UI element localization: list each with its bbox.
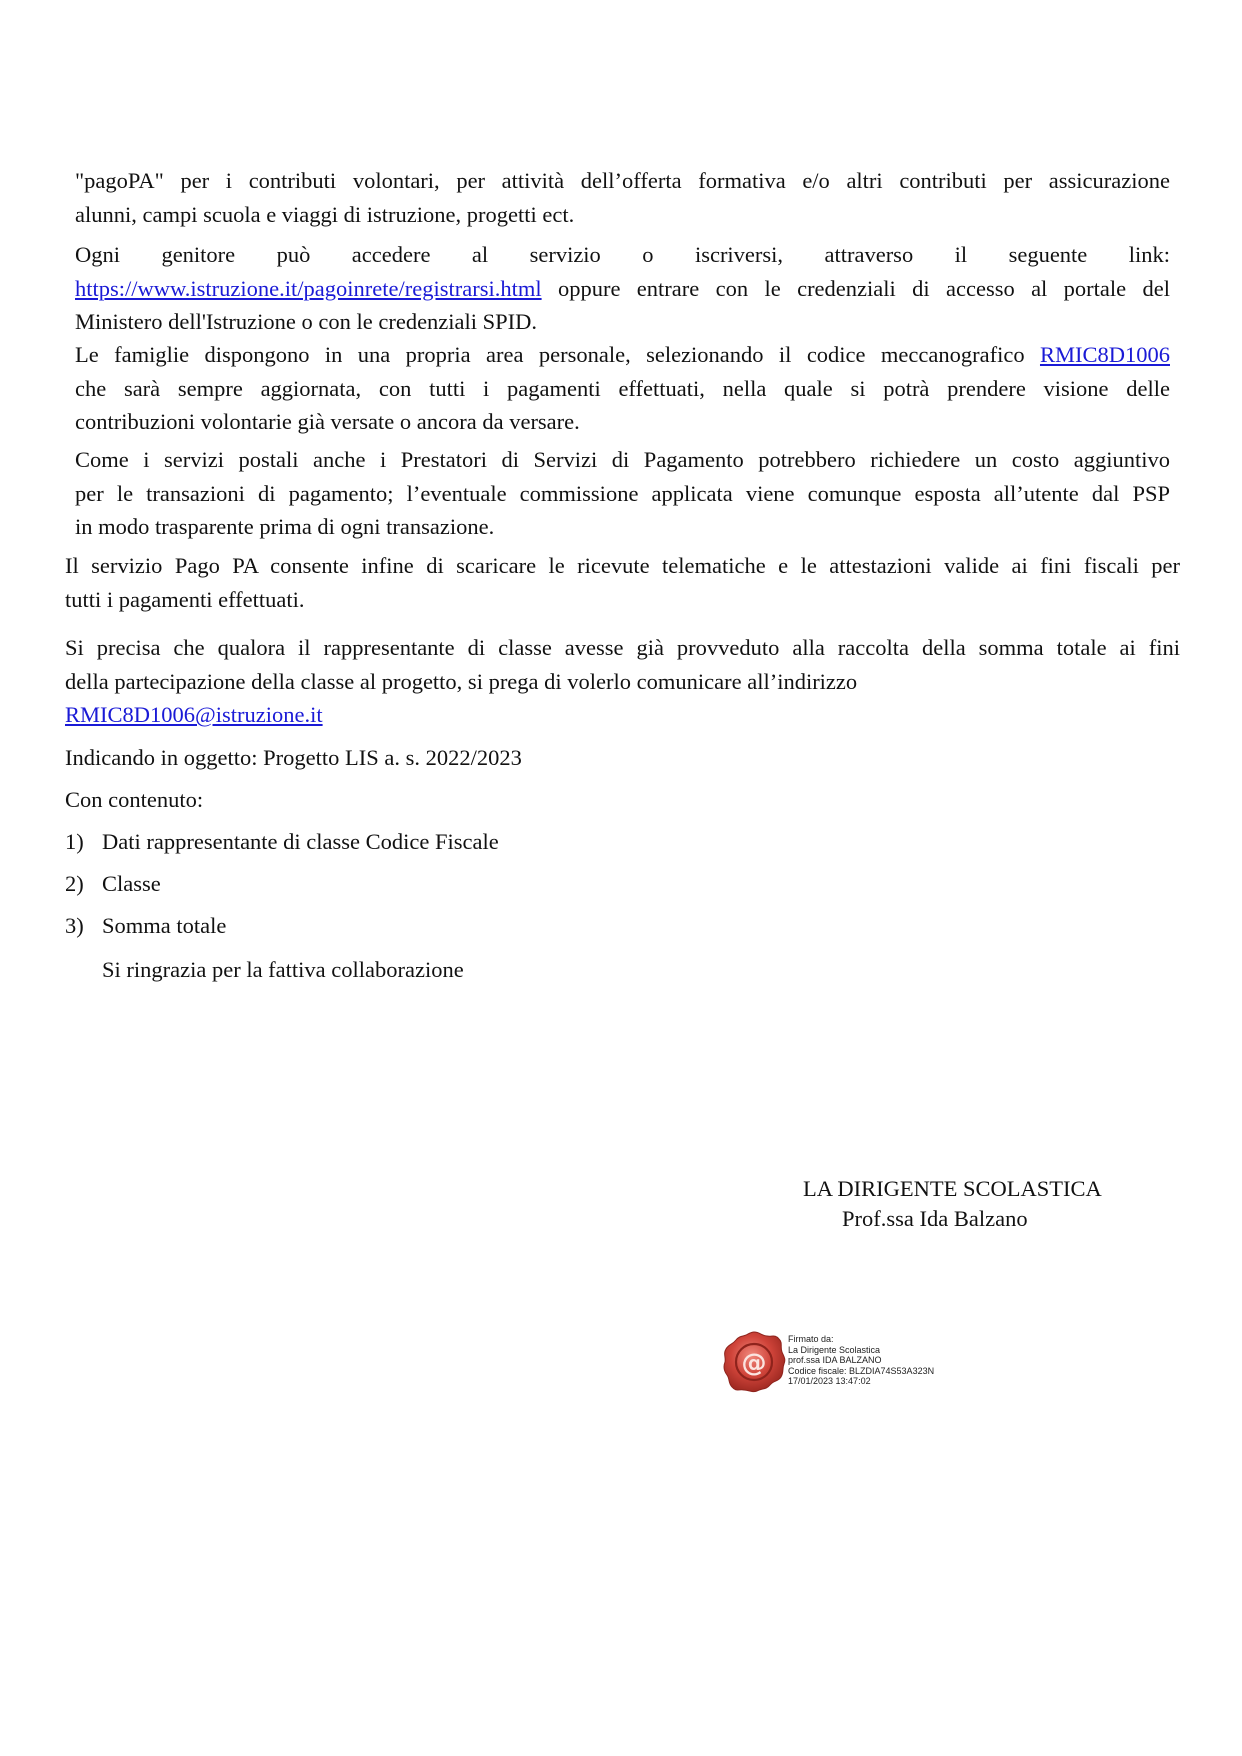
school-code-link[interactable]: RMIC8D1006 xyxy=(1039,342,1170,367)
text-fragment: oppure entrare con le credenziali di accesso al portale del xyxy=(541,275,1170,301)
text-line: per le transazioni di pagamento; l’eventuale commissione applicata viene comunque esposta all’utente dal PSP xyxy=(75,480,1170,506)
seal-caption-line: La Dirigente Scolastica xyxy=(788,1344,881,1355)
content-heading: Con contenuto: xyxy=(65,787,204,812)
list-number: 1) xyxy=(65,829,84,854)
subject-line: Indicando in oggetto: Progetto LIS a. s. 2022/2023 xyxy=(65,745,522,770)
text-line: Come i servizi postali anche i Prestatori di Servizi di Pagamento potrebbero richiedere un costo aggiuntivo xyxy=(75,447,1170,472)
list-text: Dati rappresentante di classe Codice Fiscale xyxy=(102,829,499,854)
text-line: Ministero dell'Istruzione o con le credenziali SPID. xyxy=(75,309,538,334)
seal-caption xyxy=(788,1334,934,1387)
list-text: Somma totale xyxy=(102,913,227,938)
paragraph-access-service xyxy=(75,238,1170,339)
list-item xyxy=(65,909,499,951)
school-email-link[interactable]: RMIC8D1006@istruzione.it xyxy=(65,702,323,727)
text-line: Si precisa che qualora il rappresentante di classe avesse già provveduto alla raccolta della somma totale ai fini xyxy=(65,635,1180,660)
signer-title: LA DIRIGENTE SCOLASTICA xyxy=(803,1176,1102,1201)
text-line: contribuzioni volontarie già versate o ancora da versare. xyxy=(75,409,580,434)
signer-name: Prof.ssa Ida Balzano xyxy=(842,1206,1028,1231)
seal-caption-line: prof.ssa IDA BALZANO xyxy=(788,1355,882,1366)
text-line xyxy=(75,272,1170,306)
paragraph-pagopa-intro xyxy=(75,164,1170,231)
paragraph-psp-fees xyxy=(75,443,1170,544)
thanks-line: Si ringrazia per la fattiva collaborazione xyxy=(102,957,464,982)
text-line xyxy=(65,698,1180,732)
paragraph-class-representative xyxy=(65,631,1180,732)
text-line: della partecipazione della classe al progetto, si prega di volerlo comunicare all’indirizzo xyxy=(65,668,858,694)
list-number: 3) xyxy=(65,913,84,938)
text-line: in modo trasparente prima di ogni transazione. xyxy=(75,514,495,539)
paragraph-families-area xyxy=(75,338,1170,439)
text-line xyxy=(75,338,1170,372)
text-line: Il servizio Pago PA consente infine di scaricare le ricevute telematiche e le attestazioni valide ai fini fiscali per xyxy=(65,553,1180,578)
svg-text:@: @ xyxy=(741,1348,767,1377)
text-line: Ogni genitore può accedere al servizio o iscriversi, attraverso il seguente link: xyxy=(75,242,1170,267)
text-line: "pagoPA" per i contributi volontari, per attività dell’offerta formativa e/o altri contributi per assicurazione xyxy=(75,168,1170,193)
text-line: alunni, campi scuola e viaggi di istruzione, progetti ect. xyxy=(75,201,575,227)
list-item xyxy=(65,867,499,909)
seal-caption-line: Codice fiscale: BLZDIA74S53A323N xyxy=(788,1365,935,1376)
paragraph-receipts xyxy=(65,549,1180,616)
list-text: Classe xyxy=(102,871,161,896)
content-list xyxy=(65,825,499,951)
seal-caption-line: Firmato da: xyxy=(788,1334,834,1344)
text-fragment: Le famiglie dispongono in una propria area personale, selezionando il codice meccanografico xyxy=(75,342,1040,367)
text-line: tutti i pagamenti effettuati. xyxy=(65,586,305,612)
signature-block xyxy=(803,1174,1102,1234)
digital-signature-stamp xyxy=(722,1330,982,1406)
list-number: 2) xyxy=(65,871,84,896)
registration-link[interactable]: https://www.istruzione.it/pagoinrete/registrarsi.html xyxy=(75,275,542,301)
text-line: che sarà sempre aggiornata, con tutti i pagamenti effettuati, nella quale si potrà prendere visione delle xyxy=(75,375,1170,401)
seal-caption-line: 17/01/2023 13:47:02 xyxy=(788,1376,871,1387)
wax-seal-at-icon xyxy=(722,1330,786,1394)
list-item xyxy=(65,825,499,867)
